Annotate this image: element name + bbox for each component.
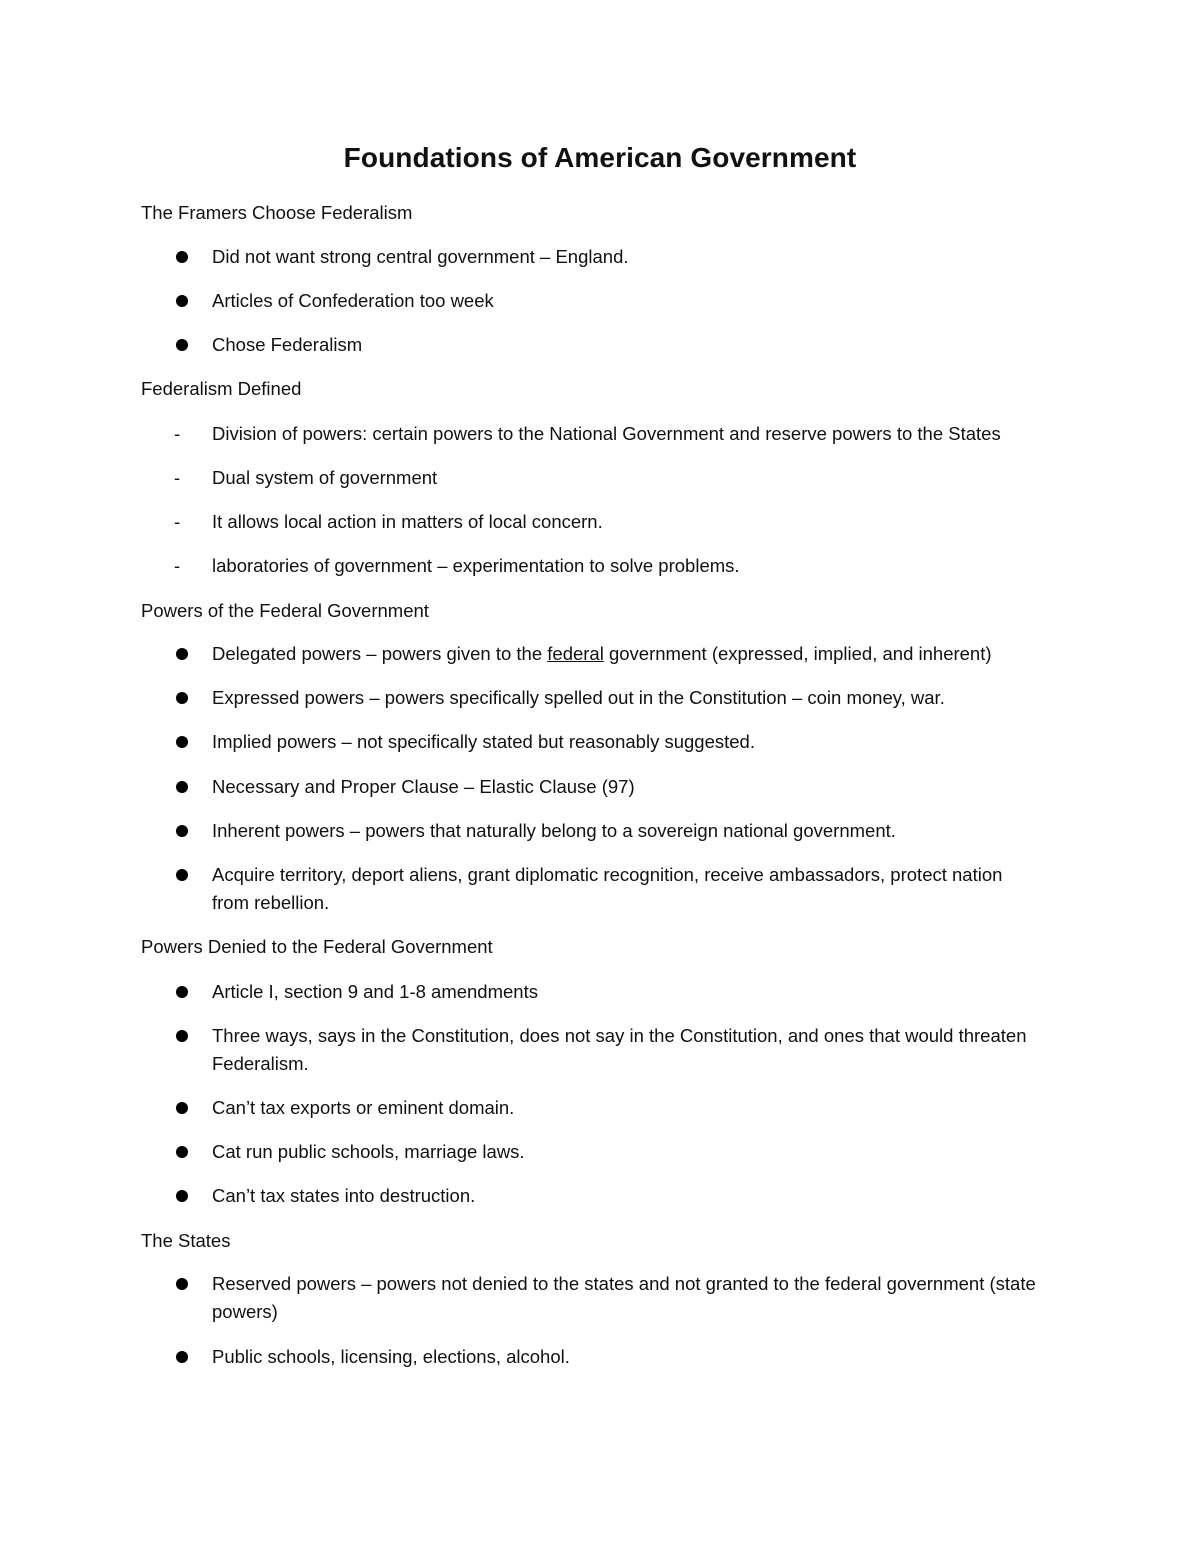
dash-marker: -	[174, 555, 181, 576]
list-item: It allows local action in matters of local concern.	[212, 511, 603, 532]
section-heading-framers: The Framers Choose Federalism	[141, 202, 413, 223]
dash-marker: -	[174, 511, 181, 532]
bullet-icon	[176, 1102, 188, 1114]
list-item: Reserved powers – powers not denied to the states and not granted to the federal government (state powers)	[212, 1273, 1036, 1322]
item-text: Delegated powers – powers given to the	[212, 643, 548, 664]
list-item: Division of powers: certain powers to the National Government and reserve powers to the States	[212, 423, 1001, 444]
list-item: Dual system of government	[212, 467, 438, 488]
bullet-icon	[176, 736, 188, 748]
bullet-icon	[176, 1146, 188, 1158]
section-heading-the-states: The States	[141, 1230, 231, 1251]
bullet-icon	[176, 251, 188, 263]
dash-marker: -	[174, 423, 181, 444]
section-heading-federalism-defined: Federalism Defined	[141, 378, 302, 399]
bullet-icon	[176, 339, 188, 351]
bullet-icon	[176, 1278, 188, 1290]
list-item: Can’t tax states into destruction.	[212, 1185, 476, 1206]
bullet-icon	[176, 1351, 188, 1363]
list-item: Articles of Confederation too week	[212, 290, 494, 311]
list-item: Public schools, licensing, elections, alcohol.	[212, 1346, 570, 1367]
list-item: Three ways, says in the Constitution, does not say in the Constitution, and ones that would threaten Federalism.	[212, 1025, 1027, 1074]
bullet-icon	[176, 986, 188, 998]
list-item: Article I, section 9 and 1-8 amendments	[212, 981, 538, 1002]
list-item: laboratories of government – experimentation to solve problems.	[212, 555, 740, 576]
list-item: Inherent powers – powers that naturally belong to a sovereign national government.	[212, 820, 896, 841]
list-item: Can’t tax exports or eminent domain.	[212, 1097, 515, 1118]
bullet-icon	[176, 781, 188, 793]
item-text: government (expressed, implied, and inherent)	[603, 643, 992, 664]
list-item: Did not want strong central government – England.	[212, 246, 629, 267]
underlined-word: federal	[547, 643, 604, 664]
bullet-icon	[176, 692, 188, 704]
dash-marker: -	[174, 467, 181, 488]
section-heading-federal-powers: Powers of the Federal Government	[141, 600, 429, 621]
bullet-icon	[176, 295, 188, 307]
list-item: Acquire territory, deport aliens, grant diplomatic recognition, receive ambassadors, protect nation from rebellion.	[212, 864, 1003, 913]
bullet-icon	[176, 825, 188, 837]
bullet-icon	[176, 648, 188, 660]
list-item: Necessary and Proper Clause – Elastic Clause (97)	[212, 776, 635, 797]
bullet-icon	[176, 1030, 188, 1042]
list-item	[212, 640, 1072, 668]
list-item: Expressed powers – powers specifically spelled out in the Constitution – coin money, war.	[212, 687, 945, 708]
section-heading-powers-denied: Powers Denied to the Federal Government	[141, 936, 493, 957]
list-item: Implied powers – not specifically stated but reasonably suggested.	[212, 731, 755, 752]
bullet-icon	[176, 1190, 188, 1202]
list-item: Chose Federalism	[212, 334, 363, 355]
list-item: Cat run public schools, marriage laws.	[212, 1141, 525, 1162]
document-title: Foundations of American Government	[343, 142, 857, 173]
bullet-icon	[176, 869, 188, 881]
